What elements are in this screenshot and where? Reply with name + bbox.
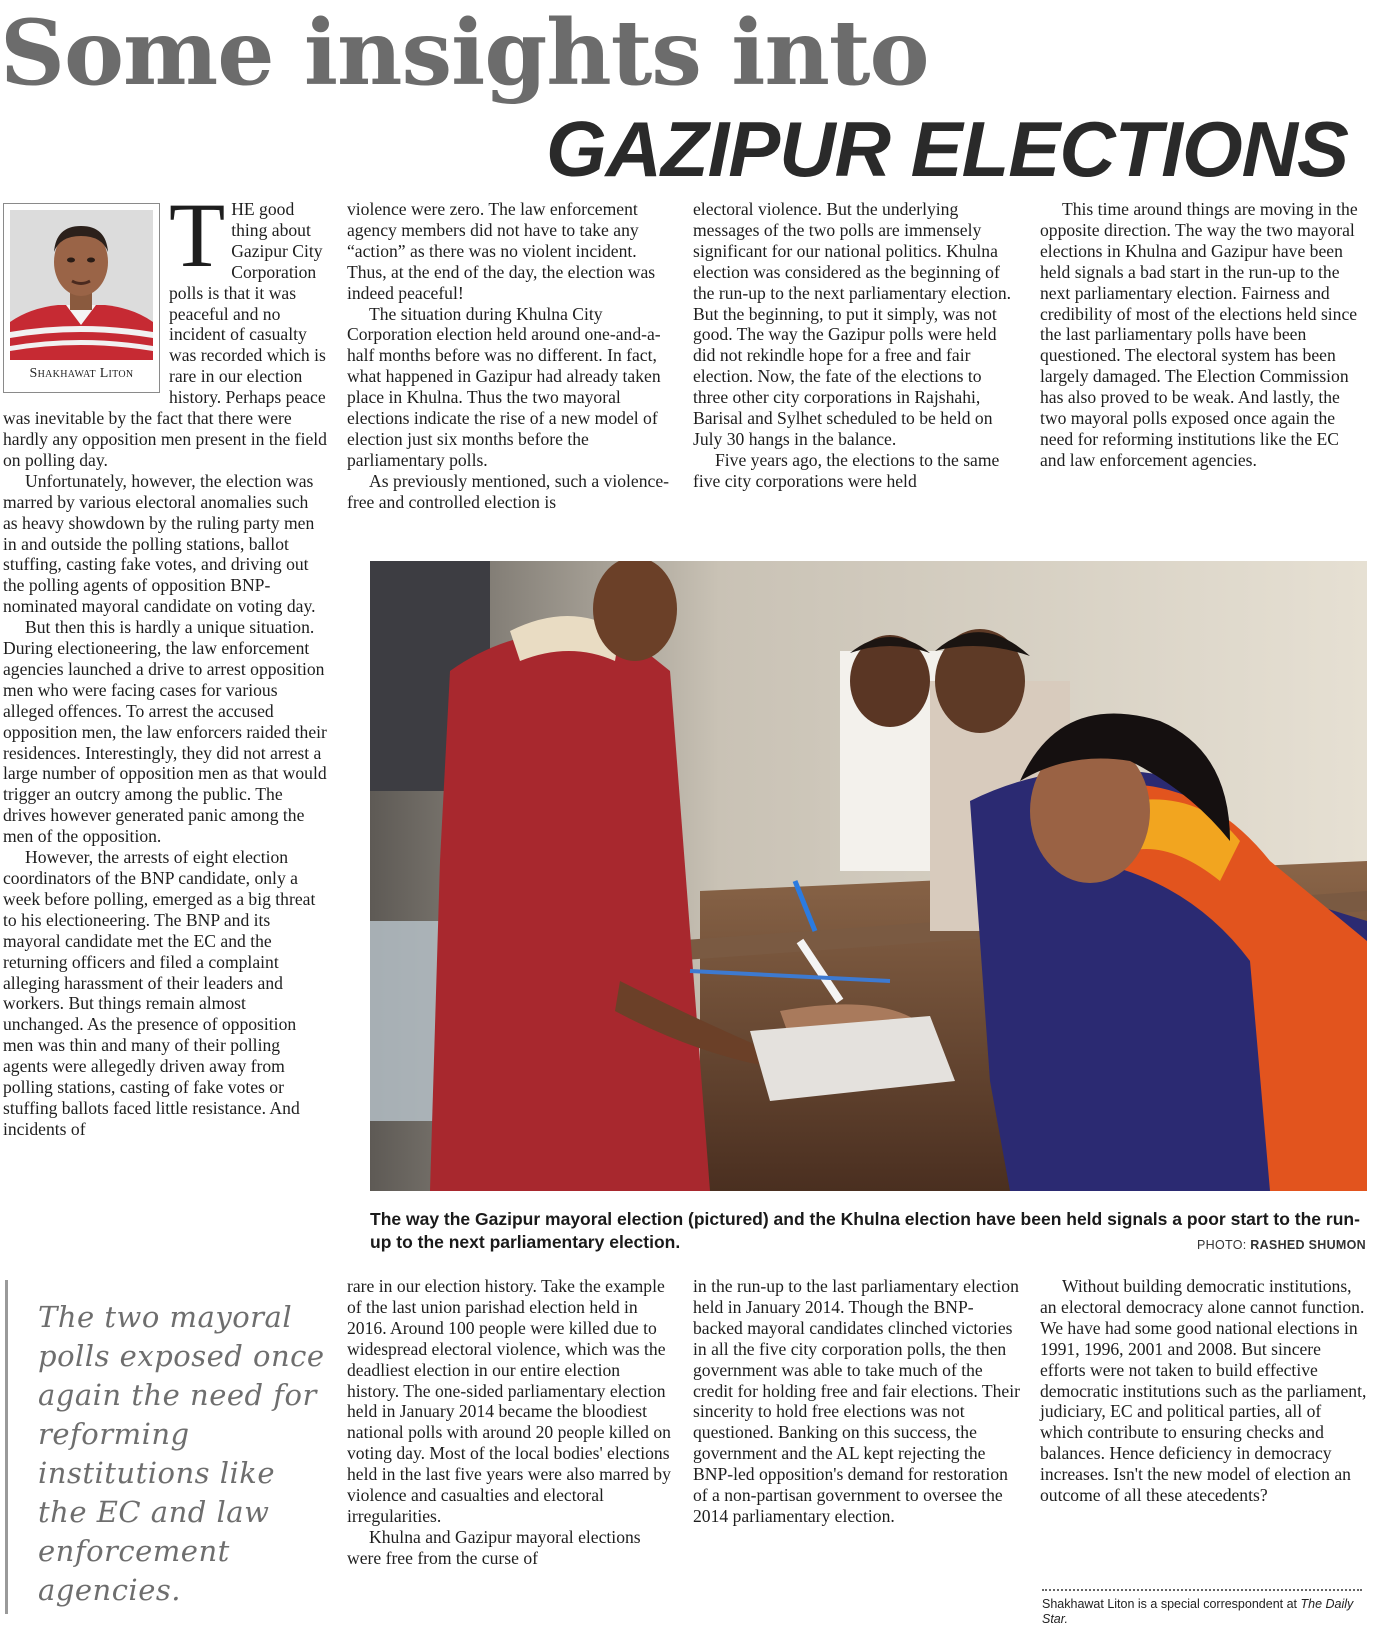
article-column-1 <box>3 184 327 1140</box>
headline-line1: Some insights into <box>0 0 929 106</box>
paragraph: But then this is hardly a unique situation. During electioneering, the law enforcement agencies launched a drive to arrest opposition men who were facing cases for various alleged offences. To arrest the accused opposition men, the law enforcers raided their residences. Interestingly, they did not arrest a large number of opposition men as that would trigger an outcry among the public. The drives however generated panic among the men of the opposition. <box>3 617 327 847</box>
paragraph: rare in our election history. Take the example of the last union parishad election held in 2016. Around 100 people were killed due to widespread electoral violence, which was the deadliest election in our entire election history. The one-sided parliamentary election held in January 2014 became the bloodiest national polls with around 20 people killed on voting day. Most of the local bodies' elections held in the last five years were also marred by violence and casualties and electoral irregularities. <box>347 1276 671 1526</box>
paragraph: Without building democratic institutions, an electoral democracy alone cannot function. We have had some good national elections in 1991, 1996, 2001 and 2008. But sincere efforts were not taken to build effective democratic institutions such as the parliament, judiciary, EC and political parties, all of which contribute to ensuring checks and balances. Hence deficiency in democracy increases. Isn't the new model of election an outcome of all these atecedents? <box>1040 1276 1367 1506</box>
paragraph: in the run-up to the last parliamentary election held in January 2014. Though the BNP-backed mayoral candidates clinched victories in all the five city corporation polls, the then government was able to take much of the credit for holding free and fair elections. Their sincerity to hold free elections was not questioned. Banking on this success, the government and the AL kept rejecting the BNP-led opposition's demand for restoration of a non-partisan government to oversee the 2014 parliamentary election. <box>693 1276 1020 1526</box>
photo-credit <box>1197 1238 1366 1252</box>
footnote-text: Shakhawat Liton is a special correspondent at <box>1042 1597 1298 1611</box>
article-column-2 <box>347 199 675 513</box>
article-column-4-bottom <box>1040 1276 1368 1506</box>
paragraph: As previously mentioned, such a violence-free and controlled election is <box>347 470 669 512</box>
pull-quote <box>5 1280 327 1614</box>
paragraph: violence were zero. The law enforcement agency members did not have to take any “action” as there was no violent incident. Thus, at the end of the day, the election was indeed peaceful! <box>347 199 656 303</box>
article-column-3-bottom <box>693 1276 1021 1527</box>
drop-cap: T <box>169 184 226 286</box>
lead-text: HE good thing about Gazipur City Corporation polls is that it was peaceful and no incident of casualty was recorded which is rare in our election history. Perhaps peace was inevitable by the fact that there were hardly any opposition men present in the field on polling day. <box>3 199 327 470</box>
author-name: Shakhawat Liton <box>29 366 134 381</box>
photo-credit-name: RASHED SHUMON <box>1250 1238 1366 1252</box>
paragraph: electoral violence. But the underlying messages of the two polls are immensely significant for our national politics. Khulna election was considered as the beginning of the run-up to the next parliamentary election. But the beginning, to put it simply, was not good. The way the Gazipur polls were held did not rekindle hope for a free and fair election. Now, the fate of the elections to three other city corporations in Rajshahi, Barisal and Sylhet scheduled to be held on July 30 hangs in the balance. <box>693 199 1012 449</box>
portrait-spacer <box>3 199 169 395</box>
paragraph: This time around things are moving in the opposite direction. The way the two mayoral elections in Khulna and Gazipur have been held signals a bad start in the run-up to the next parliamentary election. Fairness and credibility of most of the elections held since the last parliamentary polls have been questioned. The electoral system has been largely damaged. The Election Commission has also proved to be weak. And lastly, the two mayoral polls exposed once again the need for reforming institutions like the EC and law enforcement agencies. <box>1040 199 1358 470</box>
article-column-3 <box>693 199 1021 492</box>
election-photo <box>370 561 1367 1191</box>
photo-credit-label: PHOTO: <box>1197 1238 1247 1252</box>
paragraph: Khulna and Gazipur mayoral elections were free from the curse of <box>347 1526 641 1568</box>
headline-line2: GAZIPUR ELECTIONS <box>545 105 1348 193</box>
article-column-4 <box>1040 199 1368 471</box>
author-footnote <box>1042 1589 1362 1627</box>
footnote-paper: The Daily Star. <box>1042 1597 1354 1626</box>
paragraph: Five years ago, the elections to the same five city corporations were held <box>693 449 1000 491</box>
paragraph: The situation during Khulna City Corporation election held around one-and-a-half months before was no different. In fact, what happened in Gazipur had already taken place in Khulna. Thus the two mayoral elections indicate the rise of a new model of election just six months before the parliamentary polls. <box>347 303 661 470</box>
paragraph: However, the arrests of eight election coordinators of the BNP candidate, only a week before polling, emerged as a big threat to his electioneering. The BNP and its mayoral candidate met the EC and the returning officers and filed a complaint alleging harassment of their leaders and workers. But things remain almost unchanged. As the presence of opposition men was thin and many of their polling agents were allegedly driven away from polling stations, casting of fake votes or stuffing ballots faced little resistance. And incidents of <box>3 847 316 1139</box>
pull-quote-text: The two mayoral polls exposed once again the need for reforming institutions like the EC and law enforcement agencies. <box>38 1300 325 1607</box>
photo-caption: The way the Gazipur mayoral election (pictured) and the Khulna election have been held signals a poor start to the run-up to the next parliamentary election. <box>370 1209 1360 1252</box>
paragraph: Unfortunately, however, the election was marred by various electoral anomalies such as heavy showdown by the ruling party men in and outside the polling stations, ballot stuffing, casting fake votes, and driving out the polling agents of opposition BNP-nominated mayoral candidate on voting day. <box>3 470 316 617</box>
article-column-2-bottom <box>347 1276 675 1569</box>
